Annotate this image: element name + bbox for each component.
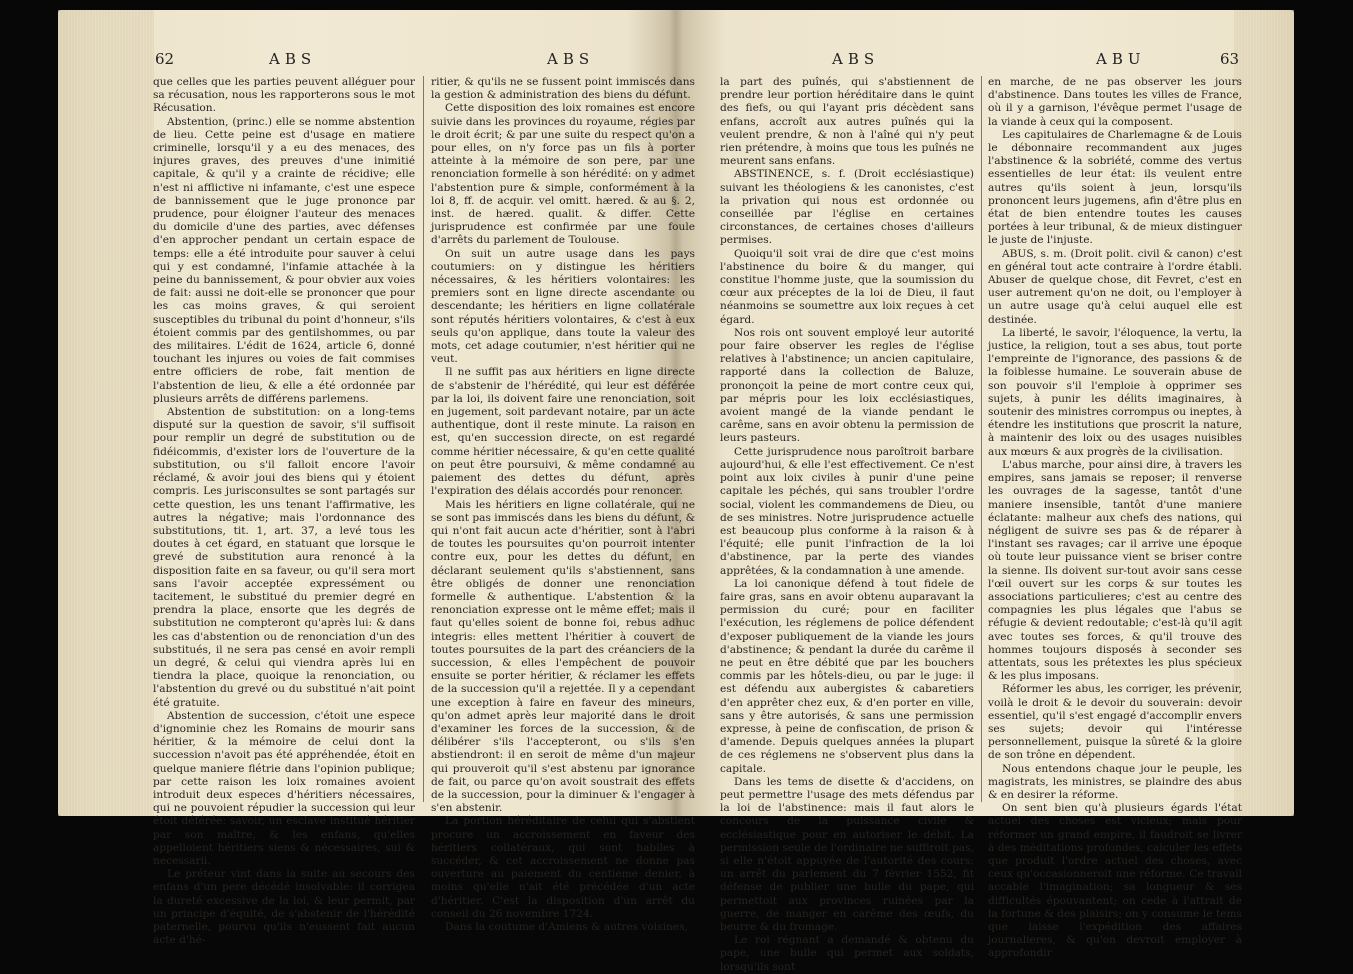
paragraph: ABUS, s. m. (Droit polit. civil & canon) c'est en général tout acte contraire à l'ordre établi. Abuser de quelque chose, dit Fevret, c'est en user autrement qu'on ne doit, ou l'employer à un autre usage qu'à celui auquel elle est destinée. — [988, 247, 1242, 326]
left-page-column-2 — [431, 76, 695, 933]
left-page-header — [153, 50, 699, 72]
right-page-column-2 — [988, 76, 1242, 960]
paragraph: Le roi régnant a demandé & obtenu du pape, une bulle qui permet aux soldats, lorsqu'ils sont — [720, 934, 974, 973]
paragraph: La liberté, le savoir, l'éloquence, la vertu, la justice, la religion, tout a ses abus, tout porte l'empreinte de l'ignorance, des passions & de la foiblesse humaine. Le souverain abuse de son pouvoir s'il l'emploie à opprimer ses sujets, à punir les délits imaginaires, à soutenir des ministres corrompus ou ineptes, à étendre les institutions que proscrit la nature, à maintenir des loix ou des usages nuisibles aux mœurs & aux progrès de la civilisation. — [988, 326, 1242, 458]
paragraph: Dans la coutume d'Amiens & autres voisines, — [445, 921, 688, 933]
paragraph: que celles que les parties peuvent alléguer pour sa récusation, nous les rapporterons sous le mot Récusation. — [153, 76, 415, 115]
page-edges-left — [58, 10, 154, 816]
paragraph: Abstention, (princ.) elle se nomme abstention de lieu. Cette peine est d'usage en matiere criminelle, lorsqu'il y a eu des menaces, des injures graves, des preuves d'une inimitié capitale, & qu'il y a crainte de récidive; elle n'est ni afflictive ni infamante, c'est une espece de bannissement que le juge prononce par prudence, pour éloigner l'auteur des menaces du domicile d'une des parties, avec défenses d'en approcher pendant un certain espace de temps: elle a été introduite pour sauver à celui qui y est condamné, l'infamie attachée à la peine du bannissement, & pour obvier aux voies de fait: aussi ne doit-elle se prononcer que pour les cas moins graves, & qui seroient susceptibles du tribunal du point d'honneur, s'ils étoient commis par des gentilshommes, ou par des militaires. L'édit de 1624, article 6, donné touchant les injures ou voies de fait commises entre officiers de robe, fait mention de l'abstention de lieu, & elle a été ordonnée par plusieurs arrêts de différens parlemens. — [153, 115, 415, 405]
paragraph: la part des puînés, qui s'abstiennent de prendre leur portion héréditaire dans le quint des fiefs, ou qui l'ayant pris décèdent sans enfans, accroît aux autres puînés qui la veulent prendre, & non à l'aîné qui n'y peut rien prétendre, à moins que tous les puînés ne meurent sans enfans. — [720, 76, 974, 168]
paragraph: Dans les tems de disette & d'accidens, on peut permettre l'usage des mets défendus par la loi de l'abstinence: mais il faut alors le concours de la puissance civile & ecclésiastique pour en autoriser le débit. La permission seule de l'ordinaire ne suffiroit pas, si elle n'étoit appuyée de l'autorité des cours: un arrêt du parlement du 7 février 1552, fit défense de publier une bulle du pape, qui permettoit aux provinces ruinées par la guerre, de manger en carême des œufs, du beurre & du fromage. — [720, 775, 974, 933]
paragraph: Mais les héritiers en ligne collatérale, qui ne se sont pas immiscés dans les biens du défunt, & qui n'ont fait aucun acte d'héritier, sont à l'abri de toutes les poursuites qu'on pourroit intenter contre eux, pour les dettes du défunt, en déclarant seulement qu'ils s'abstiennent, sans être obligés de donner une renonciation formelle & authentique. L'abstention & la renonciation expresse ont le même effet; mais il faut qu'elles soient de bonne foi, rebus adhuc integris: elles mettent l'héritier à couvert de toutes poursuites de la part des créanciers de la succession, & elles l'empêchent de pouvoir ensuite se porter héritier, & réclamer les effets de la succession qu'il a rejettée. Il y a cependant une exception à faire en faveur des mineurs, qu'on admet après leur majorité dans le droit d'examiner les forces de la succession, & de délibérer s'ils l'accepteront, ou s'ils s'en abstiendront: il en seroit de même d'un majeur qui prouveroit qu'il s'est abstenu par ignorance de fait, ou parce qu'on avoit soustrait des effets de la succession, pour la diminuer & l'engager à s'en abstenir. — [431, 498, 695, 815]
page-number: 63 — [1220, 50, 1240, 68]
paragraph: On suit un autre usage dans les pays coutumiers: on y distingue les héritiers nécessaires, & les héritiers volontaires: les premiers sont en ligne directe ascendante ou descendante; les héritiers en ligne collatérale sont réputés héritiers volontaires, & c'est à eux seuls qu'on applique, dans toute la valeur des mots, cet adage coutumier, n'est héritier qui ne veut. — [431, 247, 695, 366]
paragraph: Réformer les abus, les corriger, les prévenir, voilà le droit & le devoir du souverain: devoir essentiel, qu'il s'est engagé d'accomplir envers ses sujets; devoir qui l'intéresse personnellement, puisque la sûreté & la gloire de son trône en dépendent. — [988, 683, 1242, 762]
column-rule — [981, 76, 982, 802]
paragraph: Les capitulaires de Charlemagne & de Louis le débonnaire recommandent aux juges l'abstinence & la sobriété, comme des vertus essentielles de leur état: ils veulent entre autres qu'ils soient à jeun, lorsqu'ils prononcent leurs jugemens, afin d'être plus en état de bien entendre toutes les causes portées à leur tribunal, & de mieux distinguer le juste de l'injuste. — [988, 128, 1242, 247]
paragraph: Abstention de succession, c'étoit une espece d'ignominie chez les Romains de mourir sans héritier, & la mémoire de celui dont la succession n'avoit pas été appréhendée, étoit en quelque maniere flétrie dans l'opinion publique; par cette raison les loix romaines avoient introduit deux especes d'héritiers nécessaires, qui ne pouvoient répudier la succession qui leur étoit déférée: savoir, un esclave institué héritier par son maître, & les enfans, qu'elles appelloient héritiers siens & nécessaires, sui & necessarii. — [153, 709, 415, 867]
paragraph: L'abus marche, pour ainsi dire, à travers les empires, sans jamais se reposer; il renverse les ouvrages de la sagesse, tantôt d'une maniere insensible, tantôt d'une maniere éclatante: malheur aux chefs des nations, qui négligent de suivre ses pas & de réparer à l'instant ses ravages; car il arrive une époque où toute leur puissance vient se briser contre la sienne. Ils doivent sur-tout avoir sans cesse l'œil ouvert sur les corps & sur toutes les associations particulieres; c'est au centre des compagnies les plus légales que l'abus se réfugie & devient redoutable; c'est-là qu'il agit avec toutes ses forces, & qu'il trouve des hommes toujours disposés à seconder ses attentats, sous les prétextes les plus spécieux & les plus imposans. — [988, 458, 1242, 683]
paragraph: Nous entendons chaque jour le peuple, les magistrats, les ministres, se plaindre des abus & en desirer la réforme. — [988, 762, 1242, 801]
right-page-column-1 — [720, 76, 974, 973]
paragraph: Cette jurisprudence nous paroîtroit barbare aujourd'hui, & elle l'est effectivement. Ce n'est point aux loix civiles à punir d'une peine capitale les péchés, qui sans troubler l'ordre social, violent les commandemens de Dieu, ou de ses ministres. Notre jurisprudence actuelle est beaucoup plus conforme à la raison & à l'équité; elle punit l'infraction de la loi d'abstinence, par la perte des viandes apprêtées, & la condamnation à une amende. — [720, 445, 974, 577]
open-book — [58, 10, 1294, 973]
paragraph: Nos rois ont souvent employé leur autorité pour faire observer les regles de l'église relatives à l'abstinence; un ancien capitulaire, rapporté dans la collection de Baluze, prononçoit la peine de mort contre ceux qui, par mépris pour les loix ecclésiastiques, avoient mangé de la viande pendant le carême, sans en avoir obtenu la permission de leurs pasteurs. — [720, 326, 974, 445]
paragraph: Abstention de substitution: on a long-tems disputé sur la question de savoir, s'il suffisoit pour remplir un degré de substitution ou de fidéicommis, d'exister lors de l'ouverture de la substitution, ou s'il falloit encore l'avoir réclamé, & avoir joui des biens qui y étoient compris. Les jurisconsultes se sont partagés sur cette question, les uns tenant l'affirmative, les autres la négative; mais l'ordonnance des substitutions, tit. 1, art. 37, a levé tous les doutes à cet égard, en statuant que lorsque le grevé de substitution aura renoncé à la disposition faite en sa faveur, ou qu'il sera mort sans l'avoir acceptée expressément ou tacitement, le substitué du premier degré en prendra la place, ensorte que les degrés de substitution ne compteront qu'après lui: & dans les cas d'abstention ou de renonciation d'un des substitués, il ne sera pas censé en avoir rempli un degré, & celui qui viendra après lui en tiendra la place, quoique la renonciation, ou l'abstention du grevé ou du substitué n'ait point été gratuite. — [153, 406, 415, 709]
paragraph: La loi canonique défend à tout fidele de faire gras, sans en avoir obtenu auparavant la permission du curé; pour en faciliter l'exécution, les réglemens de police défendent d'exposer publiquement de la viande les jours d'abstinence; & pendant la durée du carême il ne peut en être débité que par les bouchers commis par les hôtels-dieu, ou par le juge: il est défendu aux aubergistes & cabaretiers d'en apprêter chez eux, & d'en porter en ville, sans y être autorisés, & sans une permission expresse, à peine de confiscation, de prison & d'amende. Depuis quelques années la plupart de ces réglemens ne s'observent plus dans la capitale. — [720, 577, 974, 775]
running-head-left: ABS — [269, 50, 317, 68]
page-number: 62 — [155, 50, 175, 68]
right-page — [716, 10, 1244, 973]
paragraph: ABSTINENCE, s. f. (Droit ecclésiastique) suivant les théologiens & les canonistes, c'est la privation qui nous est ordonnée ou conseillée par l'église en certaines circonstances, de certaines choses d'ailleurs permises. — [720, 168, 974, 247]
paragraph: La portion héréditaire de celui qui s'abstient procure un accroissement en faveur des héritiers collatéraux, qui sont habiles à succéder, & cet accroissement ne donne pas ouverture au paiement du centieme denier, à moins qu'elle n'ait été précédée d'un acte d'héritier. C'est la disposition d'un arrêt du conseil du 26 novembre 1724. — [431, 815, 695, 920]
paragraph: Cette disposition des loix romaines est encore suivie dans les provinces du royaume, régies par le droit écrit; & par une suite du respect qu'on a pour elles, on n'y force pas un fils à porter atteinte à la mémoire de son pere, par une renonciation formelle à son hérédité: on y admet l'abstention pure & simple, conformément à la loi 8, ff. de acquir. vel omitt. hæred. & au §. 2, inst. de hæred. qualit. & differ. Cette jurisprudence est confirmée par une foule d'arrêts du parlement de Toulouse. — [431, 102, 695, 247]
paragraph: Le préteur vint dans la suite au secours des enfans d'un pere décédé insolvable: il corrigea la dureté excessive de la loi, & leur permit, par un principe d'équité, de s'abstenir de l'hérédité paternelle, pourvu qu'ils n'eussent fait aucun acte d'hé- — [153, 868, 415, 947]
running-head-right: ABU — [1096, 50, 1146, 68]
left-page — [153, 10, 699, 947]
paragraph: On sent bien qu'à plusieurs égards l'état actuel des choses est vicieux; mais pour réformer un grand empire, il faudroit se livrer à des méditations profondes, calculer les effets que produit l'ordre actuel des choses, avec ceux qu'occasionneroit une réforme. Ce travail accable l'imagination; sa longueur & ses difficultés épouvantent; on cede à l'attrait de la fortune & des plaisirs; on y consume le tems que laisse l'expédition des affaires journalieres, & qu'on devroit employer à approfondir — [988, 802, 1242, 960]
paragraph: en marche, de ne pas observer les jours d'abstinence. Dans toutes les villes de France, où il y a garnison, l'évêque permet l'usage de la viande à ceux qui la composent. — [988, 76, 1242, 128]
column-rule — [423, 76, 424, 802]
right-page-header — [716, 50, 1244, 72]
running-head-left: ABS — [832, 50, 880, 68]
paragraph: ritier, & qu'ils ne se fussent point immiscés dans la gestion & administration des biens du défunt. — [431, 76, 695, 102]
paragraph: Il ne suffit pas aux héritiers en ligne directe de s'abstenir de l'hérédité, qui leur est déférée par la loi, ils doivent faire une renonciation, soit en jugement, soit pardevant notaire, par un acte authentique, dont il reste minute. La raison en est, qu'en succession directe, on est regardé comme héritier nécessaire, & qu'en cette qualité on peut être poursuivi, & même condamné au paiement des dettes du défunt, après l'expiration des délais accordés pour renoncer. — [431, 366, 695, 498]
left-page-column-1 — [153, 76, 415, 947]
running-head-right: ABS — [547, 50, 595, 68]
paragraph: Quoiqu'il soit vrai de dire que c'est moins l'abstinence du boire & du manger, qui constitue l'homme juste, que la soumission du cœur aux préceptes de la loi de Dieu, il faut néanmoins se soumettre aux loix reçues à cet égard. — [720, 247, 974, 326]
